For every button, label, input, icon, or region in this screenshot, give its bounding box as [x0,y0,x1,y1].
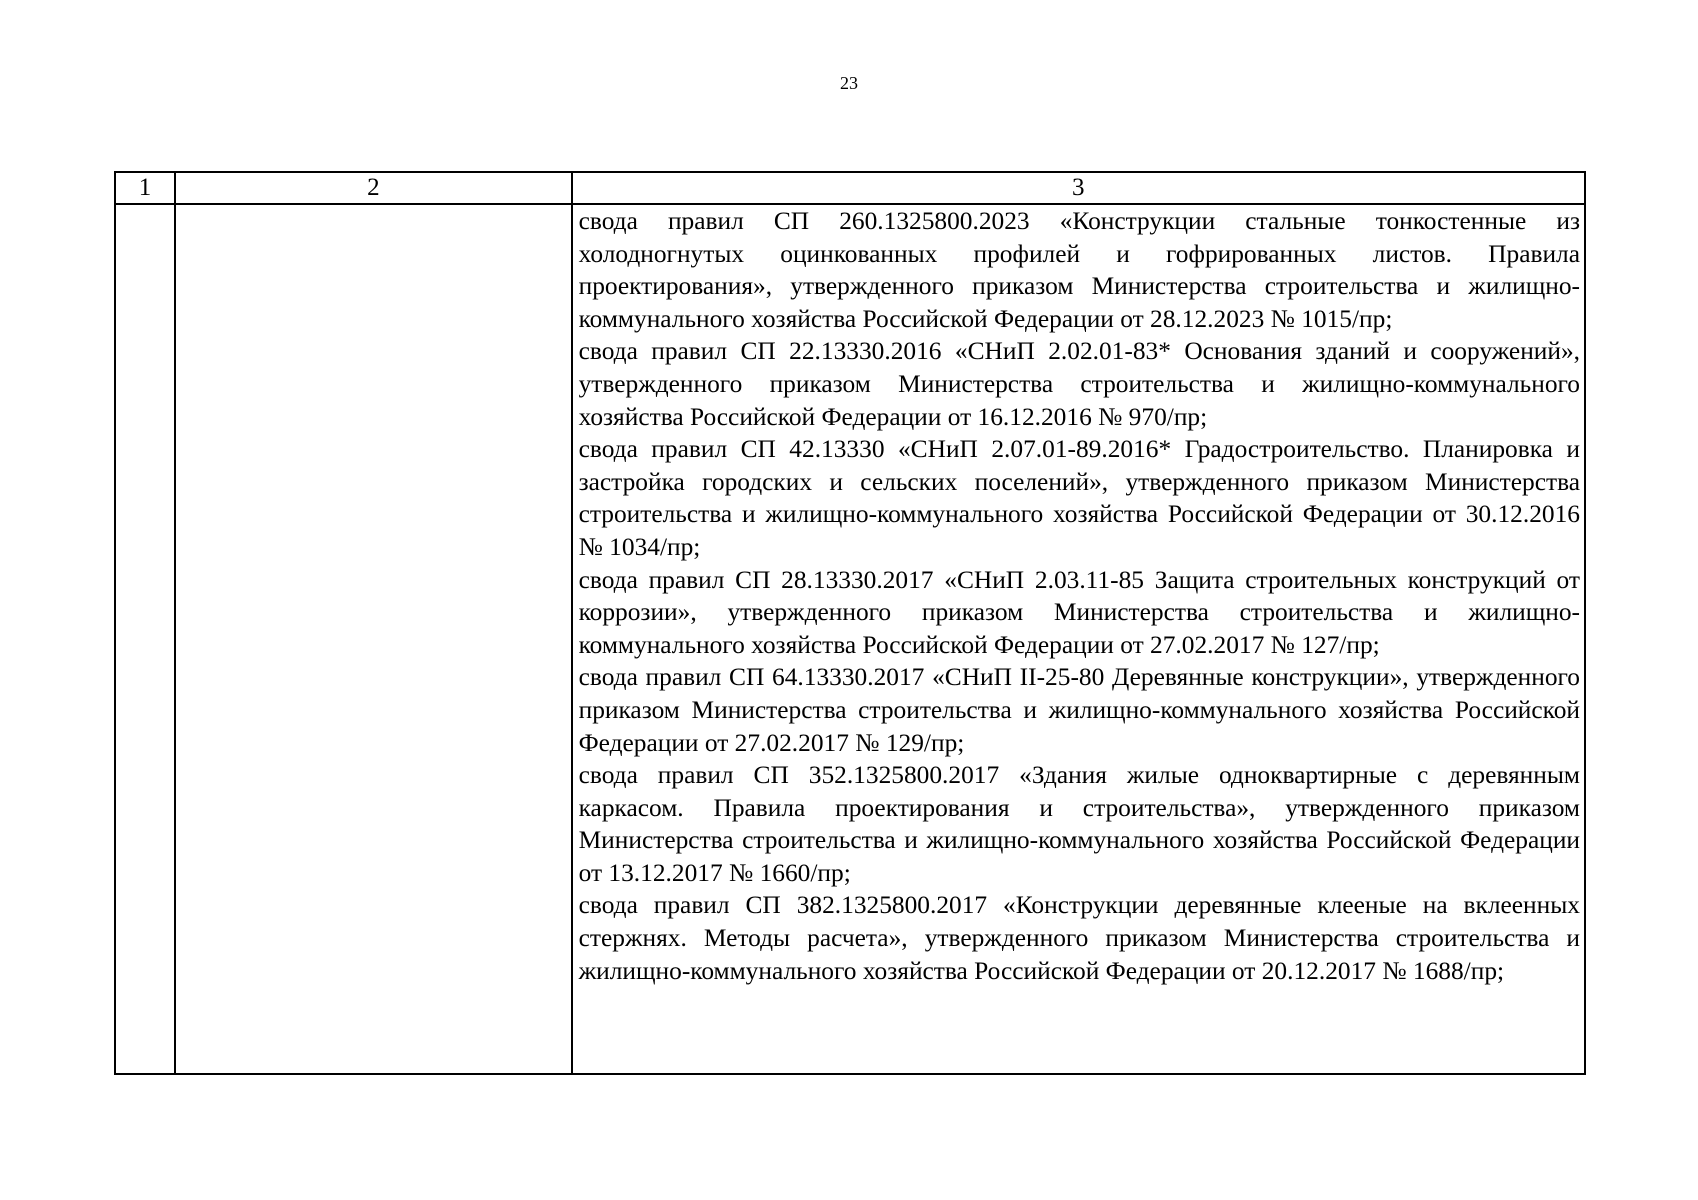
column-header-2: 2 [175,172,572,204]
regulation-paragraph: свода правил СП 42.13330 «СНиП 2.07.01-89.2016* Градостроительство. Планировка и застройка городских и сельских поселений», утвержденного приказом Министерства строительства и жилищно-коммунального хозяйства Российской Федерации от 30.12.2016 № 1034/пр; [578,435,1580,561]
regulation-paragraph: свода правил СП 28.13330.2017 «СНиП 2.03.11-85 Защита строительных конструкций от коррозии», утвержденного приказом Министерства строительства и жилищно-коммунального хозяйства Российской Федерации от 27.02.2017 № 127/пр; [578,565,1580,659]
regulation-paragraph: свода правил СП 22.13330.2016 «СНиП 2.02.01-83* Основания зданий и сооружений», утвержденного приказом Министерства строительства и жилищно-коммунального хозяйства Российской Федерации от 16.12.2016 № 970/пр; [578,337,1580,431]
document-table [114,171,1586,1075]
cell-col-3 [572,204,1585,1074]
table-header-row [115,172,1585,204]
column-header-3: 3 [572,172,1585,204]
cell-col-1 [115,204,175,1074]
column-header-1: 1 [115,172,175,204]
cell-col-2 [175,204,572,1074]
regulation-paragraph: свода правил СП 64.13330.2017 «СНиП II-25-80 Деревянные конструкции», утвержденного приказом Министерства строительства и жилищно-коммунального хозяйства Российской Федерации от 27.02.2017 № 129/пр; [578,663,1580,757]
table-row [115,204,1585,1074]
page-number: 23 [840,73,858,93]
regulation-paragraph: свода правил СП 260.1325800.2023 «Конструкции стальные тонкостенные из холодногнутых оцинкованных профилей и гофрированных листов. Правила проектирования», утвержденного приказом Министерства строительства и жилищно-коммунального хозяйства Российской Федерации от 28.12.2023 № 1015/пр; [578,207,1580,333]
regulation-paragraph: свода правил СП 352.1325800.2017 «Здания жилые одноквартирные с деревянным каркасом. Правила проектирования и строительства», утвержденного приказом Министерства строительства и жилищно-коммунального хозяйства Российской Федерации от 13.12.2017 № 1660/пр; [578,761,1580,887]
regulation-paragraph: свода правил СП 382.1325800.2017 «Конструкции деревянные клееные на вклеенных стержнях. Методы расчета», утвержденного приказом Министерства строительства и жилищно-коммунального хозяйства Российской Федерации от 20.12.2017 № 1688/пр; [578,891,1580,985]
